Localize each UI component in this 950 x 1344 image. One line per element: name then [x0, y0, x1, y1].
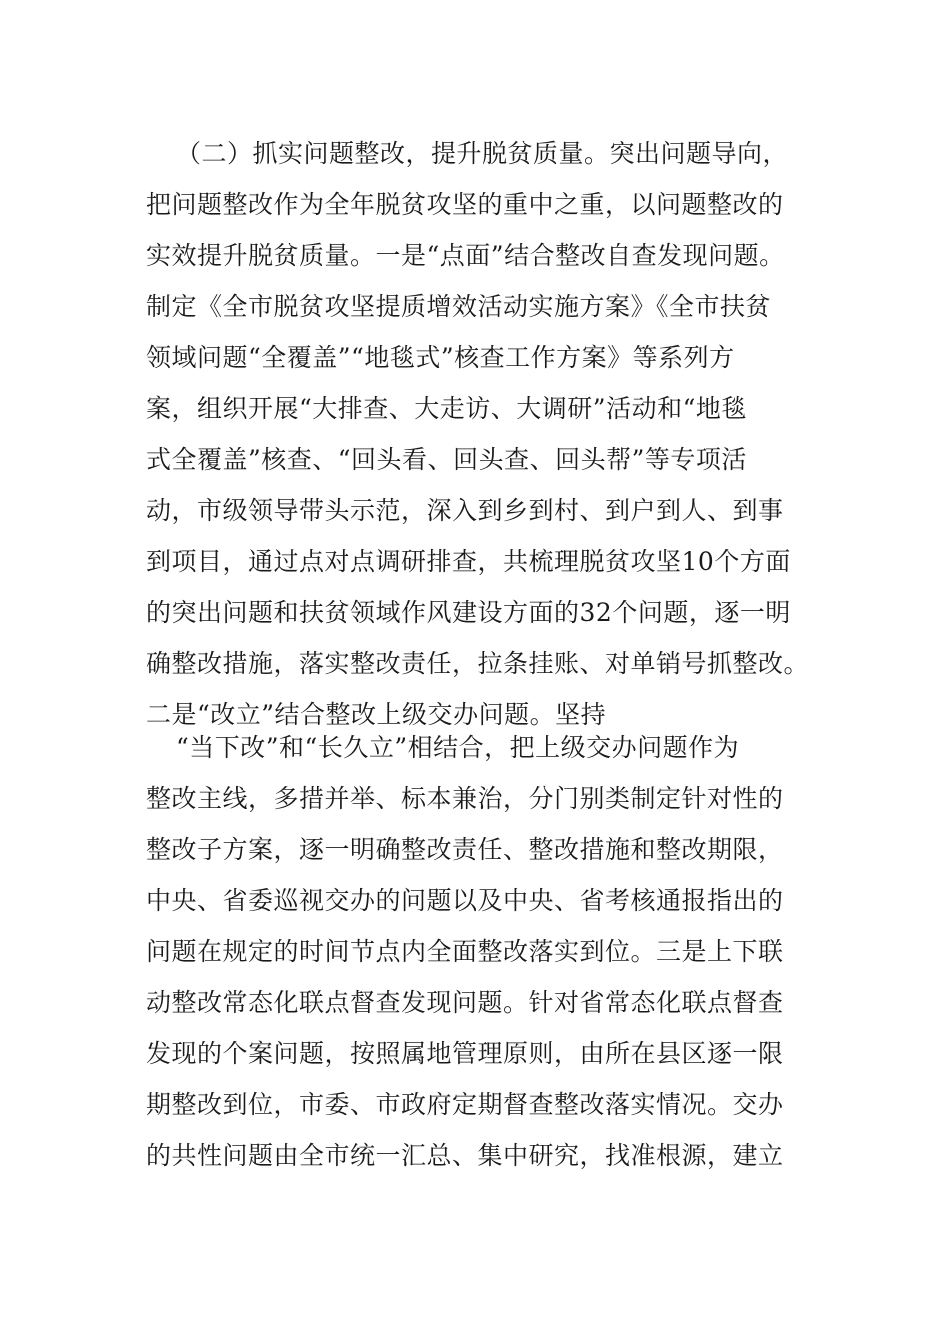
text-line: “当下改”和“长久立”相结合，把上级交办问题作为 — [176, 733, 740, 762]
text-line: 发现的个案问题，按照属地管理原则，由所在县区逐一限 — [146, 1039, 784, 1068]
text-line: 期整改到位，市委、市政府定期督查整改落实情况。交办 — [146, 1090, 784, 1119]
text-line: 二是“改立”结合整改上级交办问题。坚持 — [146, 700, 607, 729]
paragraph-2 — [146, 722, 826, 1181]
text-line: 的突出问题和扶贫领域作风建设方面的32个问题，逐一明 — [146, 598, 791, 627]
text-line: 的共性问题由全市统一汇总、集中研究，找准根源，建立 — [146, 1141, 784, 1170]
text-line: 动整改常态化联点督查发现问题。针对省常态化联点督查 — [146, 988, 784, 1017]
text-line: 问题在规定的时间节点内全面整改落实到位。三是上下联 — [146, 937, 784, 966]
paragraph-1 — [146, 128, 826, 740]
text-line: 整改主线，多措并举、标本兼治，分门别类制定针对性的 — [146, 784, 784, 813]
text-line: 确整改措施，落实整改责任，拉条挂账、对单销号抓整改。 — [146, 649, 810, 678]
text-line: 制定《全市脱贫攻坚提质增效活动实施方案》《全市扶贫 — [146, 292, 772, 321]
text-line: 整改子方案，逐一明确整改责任、整改措施和整改期限， — [146, 835, 784, 864]
text-line: 把问题整改作为全年脱贫攻坚的重中之重，以问题整改的 — [146, 190, 784, 219]
text-line: 中央、省委巡视交办的问题以及中央、省考核通报指出的 — [146, 886, 784, 915]
text-line: 案，组织开展“大排查、大走访、大调研”活动和“地毯 — [146, 394, 747, 423]
text-line: 动，市级领导带头示范，深入到乡到村、到户到人、到事 — [146, 496, 784, 525]
text-line: 式全覆盖”核查、“回头看、回头查、回头帮”等专项活 — [146, 445, 747, 474]
text-line: 领域问题“全覆盖”“地毯式”核查工作方案》等系列方 — [146, 343, 735, 372]
text-line: （二）抓实问题整改，提升脱贫质量。突出问题导向， — [176, 139, 789, 168]
text-line: 到项目，通过点对点调研排查，共梳理脱贫攻坚10个方面 — [146, 547, 791, 576]
text-line: 实效提升脱贫质量。一是“点面”结合整改自查发现问题。 — [146, 241, 785, 270]
